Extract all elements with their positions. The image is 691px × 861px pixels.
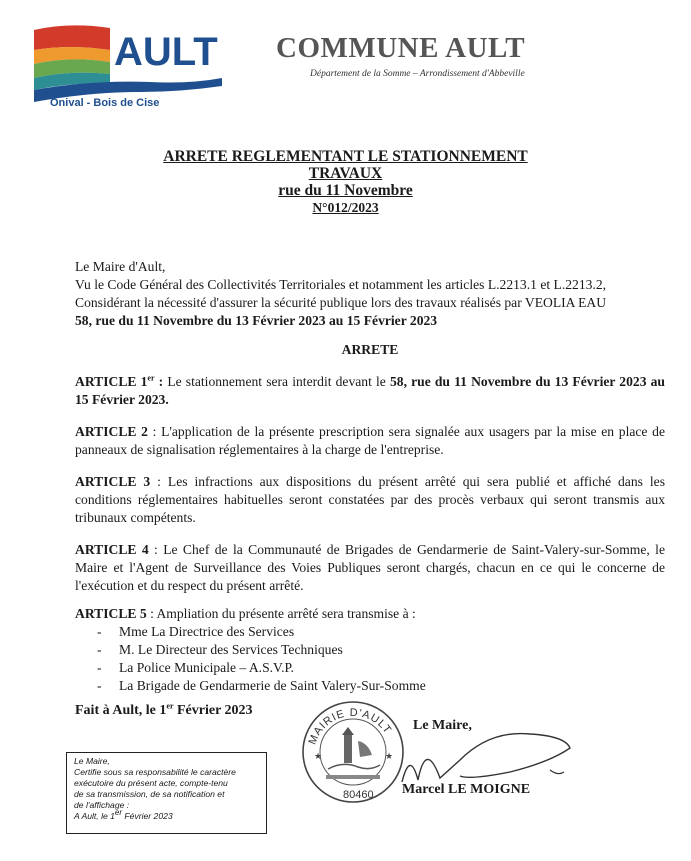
mayor-name: Marcel LE MOIGNE [402,782,531,797]
department-line: Département de la Somme – Arrondissement d'Abbeville [310,69,525,79]
date-place: Fait à Ault, le 1er Février 2023 [75,701,253,718]
article-5-text: : Ampliation du présente arrêté sera transmise à : [146,606,416,621]
commune-title: COMMUNE AULT [276,32,526,64]
article-3-label: ARTICLE 3 [75,474,151,489]
article-1-text: Le stationnement sera interdit devant le [163,374,390,389]
article-5 [75,605,665,695]
preamble-location: 58, rue du 11 Novembre du 13 Février 2023 au 15 Février 2023 [75,313,438,328]
article-4 [75,541,665,595]
decree-number: N°012/2023 [312,200,379,215]
article-3-text: : Les infractions aux dispositions du présent arrêté qui sera publié et affiché dans les conditions réglementaires habituelles seront constatées par des procès verbaux qui seront transmis aux tribunaux compétents. [75,474,665,525]
note-line: exécutoire du présent acte, compte-tenu [74,778,228,788]
recipient-item: - La Police Municipale – A.S.V.P. [75,659,665,677]
article-2-text: : L'application de la présente prescription sera signalée aux usagers par la mise en place de panneaux de signalisation réglementaires à la charge de l'entreprise. [75,424,665,457]
note-line: Le Maire, [74,756,110,766]
article-2-label: ARTICLE 2 [75,424,148,439]
recipient-list [75,623,665,695]
article-3 [75,473,665,527]
stamp-seal [298,697,408,807]
article-5-label: ARTICLE 5 [75,606,147,621]
note-line: Certifie sous sa responsabilité le caractère [74,767,236,777]
svg-text:★: ★ [314,751,323,761]
signature-title: Le Maire, [413,718,472,733]
note-line: A Ault, le 1er Février 2023 [74,808,173,821]
article-1 [75,373,665,409]
logo-tagline: Onival - Bois de Cise [50,97,160,109]
recipient-item: - Mme La Directrice des Services [75,623,665,641]
mairie-stamp [298,697,408,807]
recipient-item: - La Brigade de Gendarmerie de Saint Valery-Sur-Somme [75,677,665,695]
title-line-3: rue du 11 Novembre [278,182,413,199]
article-4-text: : Le Chef de la Communauté de Brigades de Gendarmerie de Saint-Valery-sur-Somme, le Maire et l'Agent de Surveillance des Voies Publiques seront chargés, chacun en ce qui le concerne de l'exécution et du respect du présent arrêté. [75,542,665,593]
arrete-heading: ARRETE [341,342,399,357]
preamble-considerant: Considérant la nécessité d'assurer la sécurité publique lors des travaux réalisés par VEOLIA EAU [75,295,607,310]
certification-box [66,752,267,834]
logo-graphic [30,20,226,112]
svg-text:★: ★ [385,751,394,761]
logo-name: AULT [114,30,218,74]
title-line-1: ARRETE REGLEMENTANT LE STATIONNEMENT [163,148,528,165]
article-2 [75,423,665,459]
article-1-label: ARTICLE 1er : [75,373,164,389]
article-1-dates: 58, rue du 11 Novembre du 13 Février 2023 au 15 Février 2023. [75,374,665,407]
preamble [75,258,665,330]
document-title [0,148,691,216]
note-line: de sa transmission, de sa notification et [74,789,225,799]
article-4-label: ARTICLE 4 [75,542,149,557]
preamble-vu: Vu le Code Général des Collectivités Territoriales et notamment les articles L.2213.1 et L.2213.2, [75,277,607,292]
preamble-intro: Le Maire d'Ault, [75,259,166,274]
note-line: de l'affichage : [74,800,130,810]
recipient-item: - M. Le Directeur des Services Techniques [75,641,665,659]
stamp-top-text: MAIRIE D'AULT [306,706,394,747]
ault-logo [30,20,226,112]
title-line-2: TRAVAUX [308,165,383,182]
stamp-bottom-text: 80460 [343,789,374,801]
